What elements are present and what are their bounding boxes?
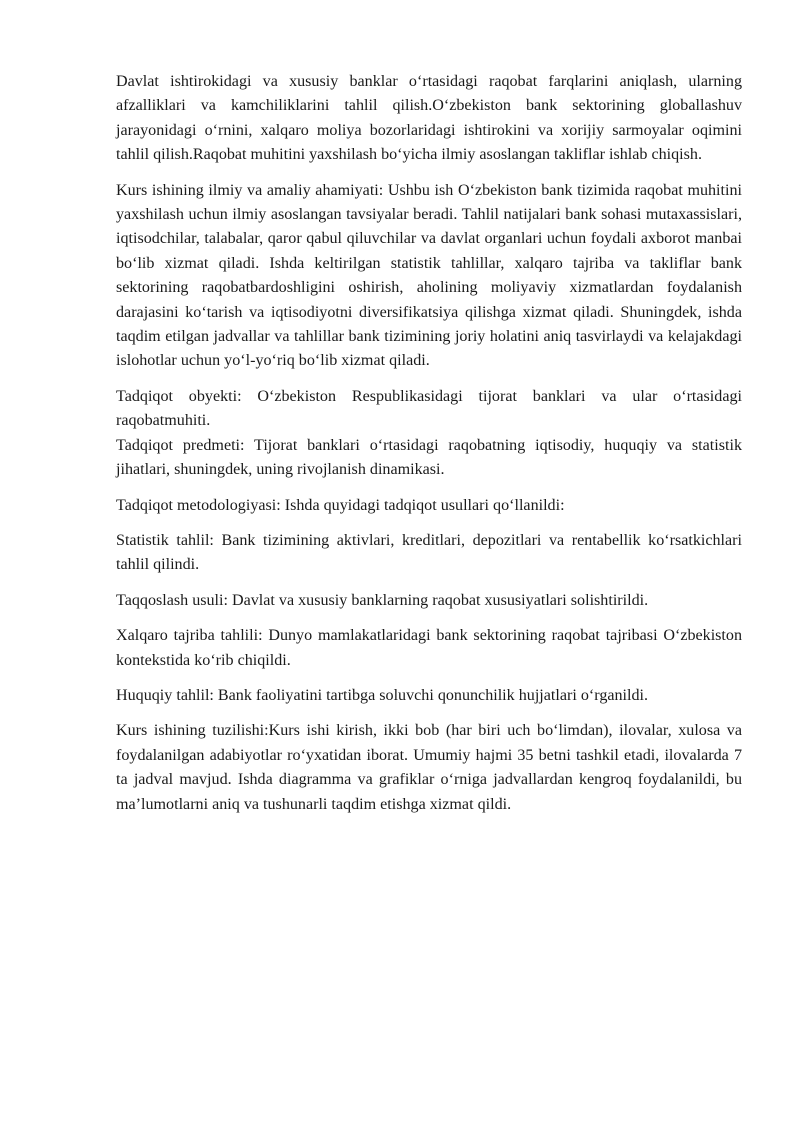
paragraph-structure: Kurs ishining tuzilishi:Kurs ishi kirish, ikki bob (har biri uch bo‘limdan), ilovalar, xulosa va foydalanilgan adabiyotlar ro‘yxatidan iborat. Umumiy hajmi 35 betni tashkil etadi, ilovalarda 7 ta jadval mavjud. Ishda diagramma va grafiklar o‘rniga jadvallardan kengroq foydalanildi, bu ma’lumotlarni aniq va tushunarli taqdim etishga xizmat qildi. bbox=[116, 722, 742, 813]
document-page bbox=[116, 70, 742, 828]
paragraph-methodology: Tadqiqot metodologiyasi: Ishda quyidagi tadqiqot usullari qo‘llanildi: bbox=[116, 496, 565, 514]
paragraph-significance: Kurs ishining ilmiy va amaliy ahamiyati: Ushbu ish O‘zbekiston bank tizimida raqobat muhitini yaxshilash uchun ilmiy asoslangan tavsiyalar beradi. Tahlil natijalari bank sohasi mutaxassislari, iqtisodchilar, talabalar, qaror qabul qiluvchilar va davlat organlari uchun foydali axborot manbai bo‘lib xizmat qiladi. Ishda keltirilgan statistik tahlillar, xalqaro tajriba va takliflar bank sektorining raqobatbardoshligini oshirish, aholining moliyaviy xizmatlardan foydalanish darajasini ko‘tarish va iqtisodiyotni diversifikatsiya qilishga xizmat qiladi. Shuningdek, ishda taqdim etilgan jadvallar va tahlillar bank tizimining joriy holatini aniq tasvirlaydi va kelajakdagi islohotlar uchun yo‘l-yo‘riq bo‘lib xizmat qiladi. bbox=[116, 181, 742, 370]
paragraph-research-object: Tadqiqot obyekti: O‘zbekiston Respublikasidagi tijorat banklari va ular o‘rtasidagi raqobatmuhiti. bbox=[116, 387, 742, 430]
paragraph-international-experience: Xalqaro tajriba tahlili: Dunyo mamlakatlaridagi bank sektorining raqobat tajribasi O‘zbekiston kontekstida ko‘rib chiqildi. bbox=[116, 627, 742, 669]
paragraph-goals: Davlat ishtirokidagi va xususiy banklar o‘rtasidagi raqobat farqlarini aniqlash, ularning afzalliklari va kamchiliklarini tahlil qilish.O‘zbekiston bank sektorining globallashuv jarayonidagi o‘rnini, xalqaro moliya bozorlaridagi ishtirokini va xorijiy sarmoyalar oqimini tahlil qilish.Raqobat muhitini yaxshilash bo‘yicha ilmiy asoslangan takliflar ishlab chiqish. bbox=[116, 73, 742, 164]
paragraph-comparison-method: Taqqoslash usuli: Davlat va xususiy banklarning raqobat xususiyatlari solishtirildi. bbox=[116, 591, 649, 609]
paragraph-research-subject: Tadqiqot predmeti: Tijorat banklari o‘rtasidagi raqobatning iqtisodiy, huquqiy va statistik jihatlari, shuningdek, uning rivojlanish dinamikasi. bbox=[116, 436, 742, 479]
paragraph-legal-analysis: Huquqiy tahlil: Bank faoliyatini tartibga soluvchi qonunchilik hujjatlari o‘rganildi. bbox=[116, 686, 649, 704]
paragraph-statistical-analysis: Statistik tahlil: Bank tizimining aktivlari, kreditlari, depozitlari va rentabellik ko‘rsatkichlari tahlil qilindi. bbox=[116, 531, 742, 574]
